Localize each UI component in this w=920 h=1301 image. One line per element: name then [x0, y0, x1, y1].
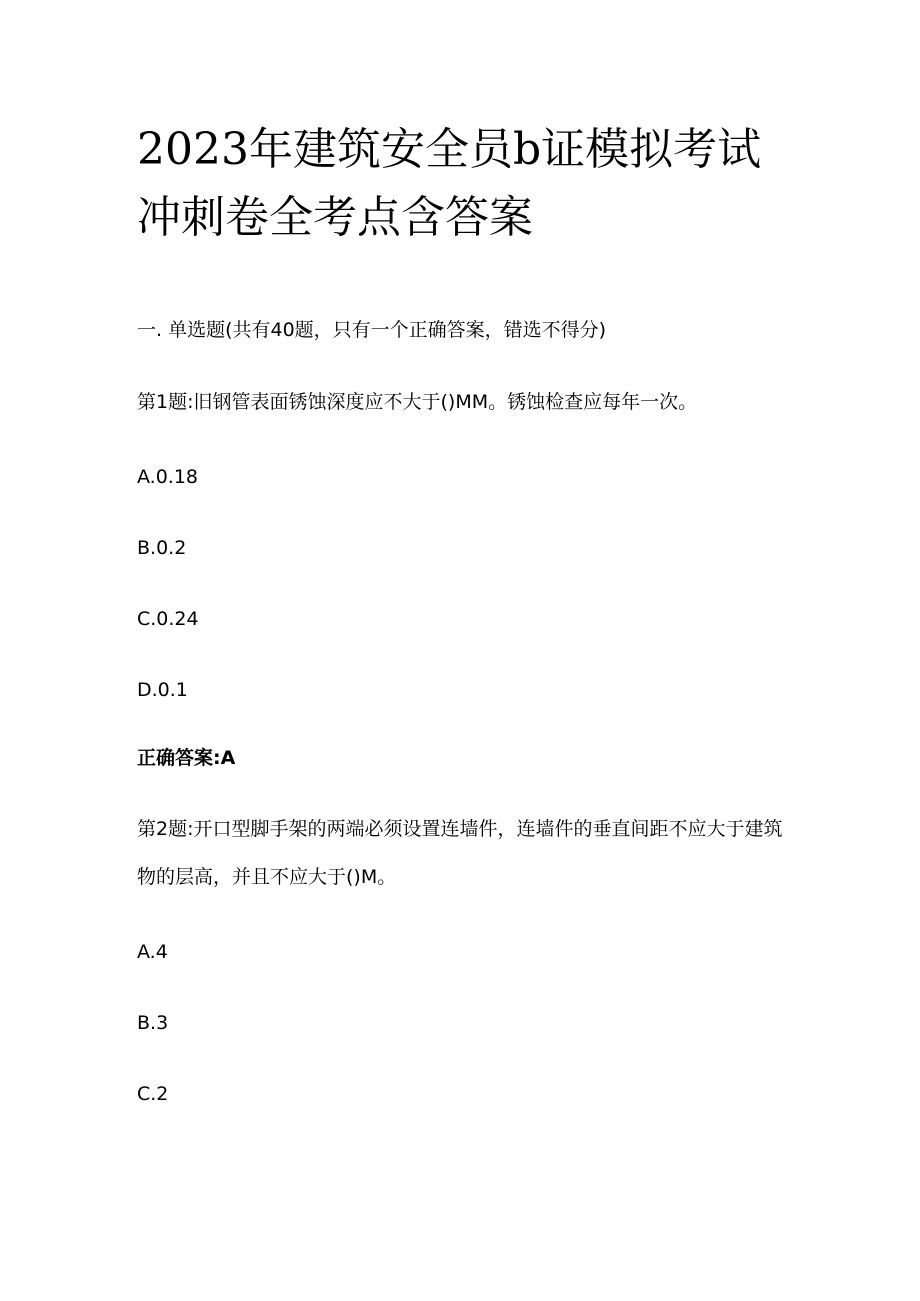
- document-title: 2023年建筑安全员b证模拟考试冲刺卷全考点含答案: [137, 124, 762, 243]
- question-2-option-c: C.2: [137, 1083, 169, 1105]
- question-1-option-b: B.0.2: [137, 537, 187, 559]
- question-2-option-b: B.3: [137, 1012, 169, 1034]
- question-1-option-c: C.0.24: [137, 608, 199, 630]
- question-2-stem: 第2题:开口型脚手架的两端必须设置连墙件，连墙件的垂直间距不应大于建筑物的层高，并且不应大于()M。: [137, 818, 783, 888]
- question-2-option-a: A.4: [137, 941, 168, 963]
- question-1-option-a: A.0.18: [137, 466, 199, 488]
- question-1-answer: 正确答案:A: [137, 747, 236, 769]
- question-1-stem: 第1题:旧钢管表面锈蚀深度应不大于()MM。锈蚀检查应每年一次。: [137, 391, 698, 413]
- section-heading: 一. 单选题(共有40题，只有一个正确答案，错选不得分): [137, 319, 607, 341]
- question-1-option-d: D.0.1: [137, 679, 188, 701]
